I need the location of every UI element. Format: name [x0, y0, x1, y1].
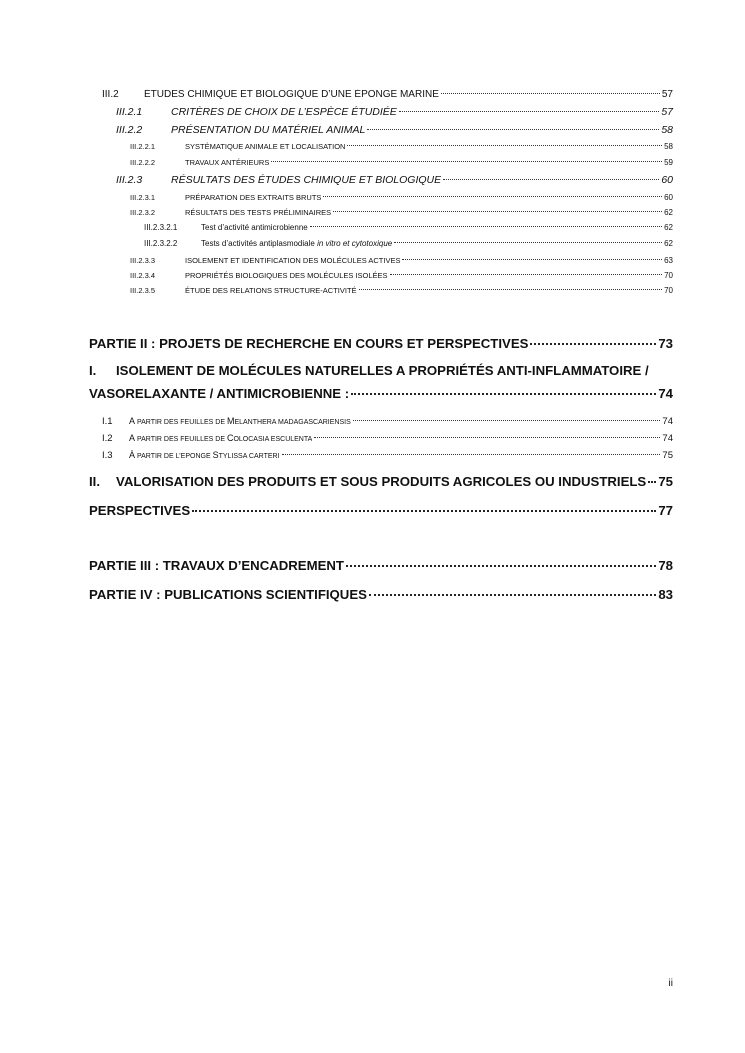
dot-leader: [347, 145, 662, 146]
toc-entry-iii-2-3-2-2[interactable]: [144, 239, 673, 248]
toc-title: PRÉSENTATION DU MATÉRIEL ANIMAL: [171, 124, 366, 136]
toc-page: 62: [664, 208, 673, 217]
toc-entry-i-line1[interactable]: [89, 363, 649, 378]
toc-entry-ii[interactable]: [89, 474, 673, 489]
toc-entry-iii-2-2-1[interactable]: [130, 142, 673, 151]
toc-number: III.2.2: [116, 124, 143, 136]
toc-number: III.2.1: [116, 106, 143, 118]
toc-number: I.1: [102, 416, 113, 427]
toc-number: III.2.3.2: [130, 208, 156, 217]
toc-number: III.2: [102, 89, 119, 100]
toc-title: A PARTIR DES FEUILLES DE COLOCASIA ESCULENTA: [129, 433, 313, 443]
toc-page: 62: [664, 223, 673, 232]
toc-entry-partie-ii[interactable]: [89, 336, 673, 351]
toc-entry-i-3[interactable]: [102, 450, 673, 461]
toc-entry-iii-2-3-1[interactable]: [130, 193, 673, 202]
toc-entry-iii-2[interactable]: [102, 89, 673, 100]
toc-page: 83: [658, 587, 673, 602]
toc-page: 75: [662, 450, 673, 461]
toc-number: III.2.3: [116, 174, 143, 186]
toc-title: TRAVAUX ANTÉRIEURS: [185, 158, 270, 167]
toc-page: 59: [664, 158, 673, 167]
toc-number: III.2.3.4: [130, 271, 156, 280]
toc-title: PRÉPARATION DES EXTRAITS BRUTS: [185, 193, 322, 202]
dot-leader: [399, 111, 660, 112]
toc-title: RÉSULTATS DES ÉTUDES CHIMIQUE ET BIOLOGIQUE: [171, 174, 442, 186]
toc-page: 58: [661, 124, 673, 136]
dot-leader: [530, 343, 656, 345]
toc-page: 62: [664, 239, 673, 248]
dot-leader: [351, 393, 656, 395]
dot-leader: [282, 454, 661, 455]
toc-entry-partie-iii[interactable]: [89, 558, 673, 573]
toc-title-italic: in vitro et cytotoxique: [317, 239, 393, 248]
toc-entry-i-2[interactable]: [102, 433, 673, 444]
toc-page: 78: [658, 558, 673, 573]
toc-page: 73: [658, 336, 673, 351]
dot-leader: [333, 211, 662, 212]
dot-leader: [390, 274, 663, 275]
dot-leader: [443, 179, 659, 180]
toc-page: 63: [664, 256, 673, 265]
dot-leader: [346, 565, 656, 567]
toc-entry-iii-2-3-2-1[interactable]: [144, 223, 673, 232]
toc-entry-iii-2-2[interactable]: [116, 124, 673, 136]
toc-title: PARTIE III : TRAVAUX D’ENCADREMENT: [89, 558, 344, 573]
toc-entry-iii-2-3-3[interactable]: [130, 256, 673, 265]
toc-title: PARTIE II : PROJETS DE RECHERCHE EN COURS ET PERSPECTIVES: [89, 336, 529, 351]
dot-leader: [310, 226, 662, 227]
toc-page: 70: [664, 286, 673, 295]
dot-leader: [394, 242, 662, 243]
dot-leader: [192, 510, 656, 512]
toc-number: I.2: [102, 433, 113, 444]
dot-leader: [367, 129, 659, 130]
toc-page: 70: [664, 271, 673, 280]
toc-title: A PARTIR DES FEUILLES DE MELANTHERA MADAGASCARIENSIS: [129, 416, 351, 426]
toc-entry-iii-2-3-2[interactable]: [130, 208, 673, 217]
toc-title: CRITÈRES DE CHOIX DE L’ESPÈCE ÉTUDIÉE: [171, 106, 397, 118]
toc-entry-i[interactable]: [89, 386, 673, 401]
toc-number: III.2.3.2.1: [144, 223, 178, 232]
toc-title: À PARTIR DE L’EPONGE STYLISSA CARTERI: [129, 450, 280, 460]
toc-page: 57: [661, 89, 673, 100]
toc-title: [201, 239, 392, 248]
toc-number: II.: [89, 474, 100, 489]
toc-title: ÉTUDE DES RELATIONS STRUCTURE-ACTIVITÉ: [185, 286, 357, 295]
toc-page: 58: [664, 142, 673, 151]
toc-title: Test d’activité antimicrobienne: [201, 223, 308, 232]
toc-title: SYSTÉMATIQUE ANIMALE ET LOCALISATION: [185, 142, 346, 151]
toc-number: III.2.3.3: [130, 256, 156, 265]
toc-page: 75: [658, 474, 673, 489]
dot-leader: [441, 93, 660, 94]
toc-number: III.2.2.1: [130, 142, 156, 151]
toc-title-continued: VASORELAXANTE / ANTIMICROBIENNE :: [89, 386, 350, 401]
toc-title: RÉSULTATS DES TESTS PRÉLIMINAIRES: [185, 208, 332, 217]
toc-page: 60: [661, 174, 673, 186]
toc-title: ÉTUDES CHIMIQUE ET BIOLOGIQUE D’UNE ÉPONGE MARINE: [144, 89, 439, 100]
dot-leader: [648, 481, 656, 483]
toc-number: I.3: [102, 450, 113, 461]
toc-entry-perspectives[interactable]: [89, 503, 673, 518]
toc-title: VALORISATION DES PRODUITS ET SOUS PRODUITS AGRICOLES OU INDUSTRIELS: [116, 474, 647, 489]
toc-entry-iii-2-3-4[interactable]: [130, 271, 673, 280]
toc-page: 77: [658, 503, 673, 518]
toc-title-plain: Tests d’activités antiplasmodiale: [201, 239, 318, 248]
toc-page: 74: [662, 416, 673, 427]
dot-leader: [359, 289, 663, 290]
toc-entry-partie-iv[interactable]: [89, 587, 673, 602]
toc-number: III.2.3.5: [130, 286, 156, 295]
toc-title: PROPRIÉTÉS BIOLOGIQUES DES MOLÉCULES ISOLÉES: [185, 271, 388, 280]
toc-entry-iii-2-1[interactable]: [116, 106, 673, 118]
dot-leader: [353, 420, 661, 421]
toc-page: 57: [661, 106, 673, 118]
toc-page: 60: [664, 193, 673, 202]
toc-entry-iii-2-3-5[interactable]: [130, 286, 673, 295]
dot-leader: [314, 437, 660, 438]
toc-title: ISOLEMENT DE MOLÉCULES NATURELLES A PROPRIÉTÉS ANTI-INFLAMMATOIRE /: [116, 363, 649, 378]
dot-leader: [402, 259, 662, 260]
dot-leader: [323, 196, 662, 197]
toc-entry-i-1[interactable]: [102, 416, 673, 427]
dot-leader: [271, 161, 662, 162]
toc-page: 74: [662, 433, 673, 444]
dot-leader: [369, 594, 656, 596]
page-number: ii: [668, 978, 673, 989]
toc-number: I.: [89, 363, 97, 378]
toc-entry-iii-2-3[interactable]: [116, 174, 673, 186]
toc-page: 74: [658, 386, 673, 401]
toc-title: PARTIE IV : PUBLICATIONS SCIENTIFIQUES: [89, 587, 367, 602]
toc-title: PERSPECTIVES: [89, 503, 191, 518]
toc-number: III.2.3.2.2: [144, 239, 178, 248]
toc-number: III.2.3.1: [130, 193, 156, 202]
toc-entry-iii-2-2-2[interactable]: [130, 158, 673, 167]
toc-number: III.2.2.2: [130, 158, 156, 167]
toc-title: ISOLEMENT ET IDENTIFICATION DES MOLÉCULES ACTIVES: [185, 256, 401, 265]
